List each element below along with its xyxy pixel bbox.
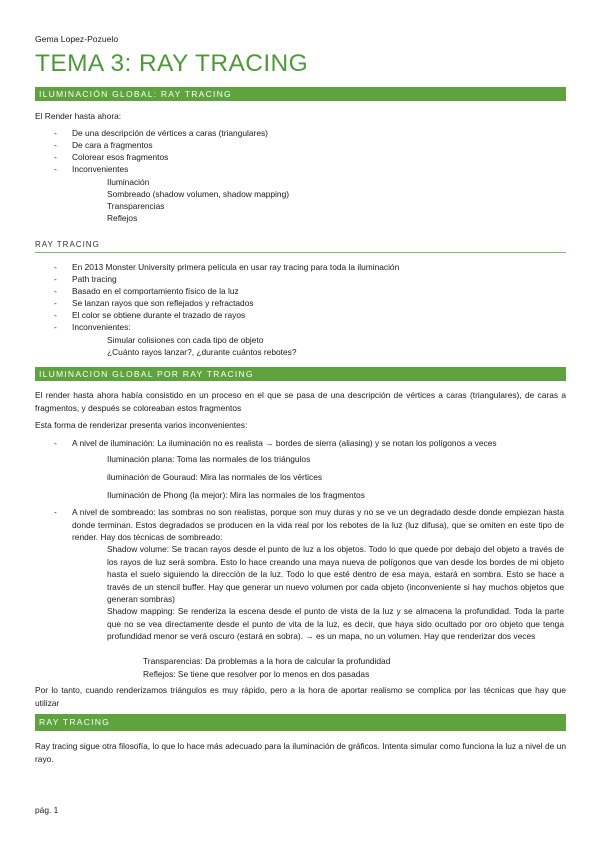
author-name: Gema Lopez-Pozuelo: [35, 34, 119, 44]
section-heading-iluminacion-global: ILUMINACIÓN GLOBAL: RAY TRACING: [35, 87, 566, 101]
list-item: En 2013 Monster University primera película en usar ray tracing para toda la iluminación: [72, 262, 400, 272]
bullet-dash: -: [54, 507, 57, 517]
list-item: De una descripción de vértices a caras (triangulares): [72, 128, 268, 138]
bullet-dash: -: [54, 262, 57, 272]
bullet-dash: -: [54, 298, 57, 308]
page-title: TEMA 3: RAY TRACING: [35, 50, 309, 77]
list-item: El color se obtiene durante el trazado de rayos: [72, 310, 246, 320]
list-item: Inconvenientes:: [72, 322, 131, 332]
sub-list-item: ¿Cuánto rayos lanzar?, ¿durante cuántos rebotes?: [107, 347, 297, 357]
bullet-dash: -: [54, 438, 57, 448]
bullet-dash: -: [54, 274, 57, 284]
sub-paragraph-shadow-mapping: Shadow mapping: Se renderiza la escena desde el punto de vista de la luz y se almacena la profundidad. Toda la parte que no se vea directamente desde el punto de vita de la luz, es decir, que haya sido ocultado por oro objeto que tenga profundidad menor se verá oscuro (estará en sobra). → es un mapa, no un volumen. Hay que renderizar dos veces: [107, 606, 564, 642]
bullet-dash: -: [54, 128, 57, 138]
sub-list-item: Reflejos: Se tiene que resolver por lo menos en dos pasadas: [143, 669, 370, 679]
section-heading-iluminacion-por-ray-tracing: ILUMINACION GLOBAL POR RAY TRACING: [35, 367, 566, 381]
section1-intro: El Render hasta ahora:: [35, 111, 122, 121]
sub-paragraph-shadow-volume: Shadow volume: Se tracan rayos desde el punto de luz a los objetos. Todo lo que quede por debajo del objeto a través de los rayos de luz será sombra. Esto lo hace creando una maya nueva de polígonos que van desde los bordes de mi objeto hasta el suelo siguiendo la dirección de la luz. Todo lo que esté dentro de esa maya, estará en sombra. Esto se hace a través de un stencil buffer. Hay que generar un nuevo volumen por cada objeto (inconveniente si hay muchos objetos que generan sombras): [107, 544, 564, 605]
list-item: A nivel de sombreado: las sombras no son realistas, porque son muy duras y no se ve un degradado desde donde empiezan hasta donde terminan. Estos degradados se producen en la vida real por los rebotes de la luz (luz difusa), que se omiten en este tipo de render. Hay dos técnicas de sombreado:: [72, 507, 564, 543]
bullet-dash: -: [54, 164, 57, 174]
sub-list-item: Simular colisiones con cada tipo de objeto: [107, 335, 264, 345]
bullet-dash: -: [54, 286, 57, 296]
paragraph: El render hasta ahora había consistido en un proceso en el que se pasa de una descripción de vértices a caras (triangulares), de caras a fragmentos, y después se coloreaban estos fragmentos: [35, 390, 566, 413]
list-item: Colorear esos fragmentos: [72, 152, 169, 162]
paragraph-conclusion: Por lo tanto, cuando renderizamos triángulos es muy rápido, pero a la hora de aportar realismo se complica por las técnicas que hay que utilizar: [35, 685, 566, 708]
page-number: pág. 1: [35, 805, 59, 815]
sub-list-item: Transparencias: Da problemas a la hora de calcular la profundidad: [143, 656, 391, 666]
sub-list-item: Iluminación: [107, 177, 150, 187]
bullet-dash: -: [54, 310, 57, 320]
paragraph: Ray tracing sigue otra filosofía, lo que lo hace más adecuado para la iluminación de gráficos. Intenta simular como funciona la luz a nivel de un rayo.: [35, 741, 566, 764]
bullet-dash: -: [54, 322, 57, 332]
sub-list-item: iluminación de Gouraud: Mira las normales de los vértices: [107, 472, 323, 482]
sub-list-item: Iluminación plana: Toma las normales de los triángulos: [107, 454, 311, 464]
list-item: A nivel de iluminación: La iluminación no es realista → bordes de sierra (aliasing) y se notan los polígonos a veces: [72, 438, 497, 448]
list-item: Inconvenientes: [72, 164, 129, 174]
section-heading-ray-tracing: RAY TRACING: [35, 714, 566, 731]
sub-list-item: Iluminación de Phong (la mejor): Mira las normales de los fragmentos: [107, 490, 365, 500]
list-item: Path tracing: [72, 274, 117, 284]
list-item: De cara a fragmentos: [72, 140, 153, 150]
paragraph: Esta forma de renderizar presenta varios inconvenientes:: [35, 420, 248, 430]
sub-list-item: Sombreado (shadow volumen, shadow mapping): [107, 189, 290, 199]
sub-list-item: Transparencias: [107, 201, 165, 211]
subsection-heading-ray-tracing: RAY TRACING: [35, 240, 566, 253]
bullet-dash: -: [54, 140, 57, 150]
bullet-dash: -: [54, 152, 57, 162]
list-item: Se lanzan rayos que son reflejados y refractados: [72, 298, 254, 308]
list-item: Basado en el comportamiento físico de la luz: [72, 286, 239, 296]
sub-list-item: Reflejos: [107, 213, 138, 223]
